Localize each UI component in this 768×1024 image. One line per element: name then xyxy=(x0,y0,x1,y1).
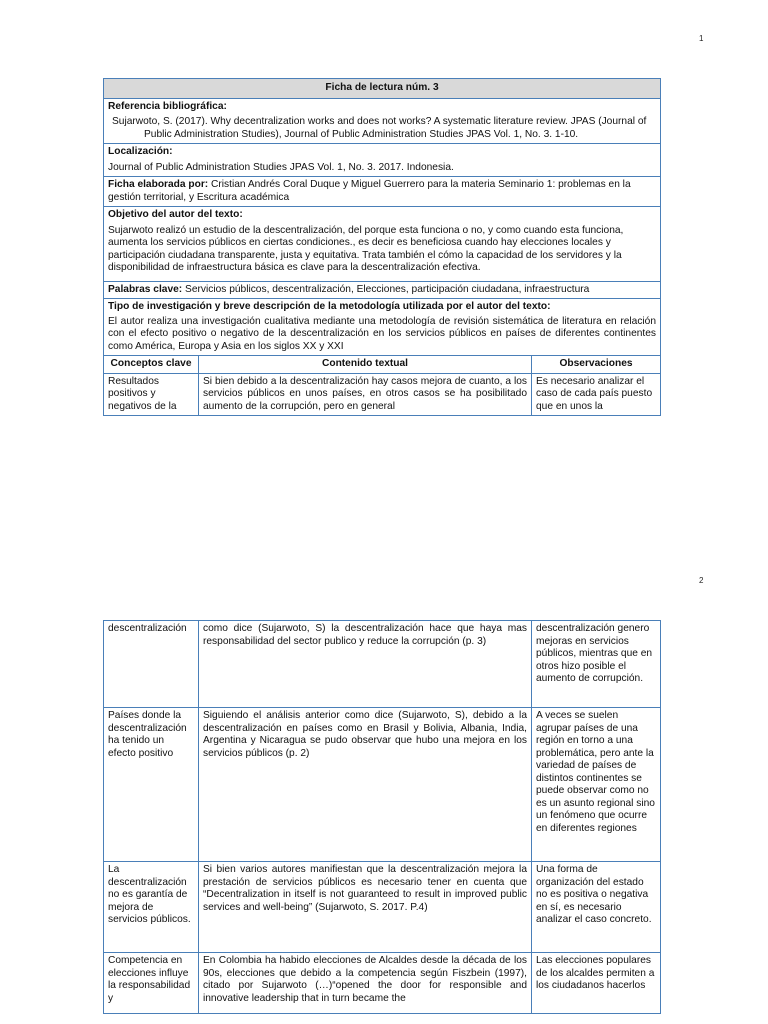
concept-cell: Resultados positivos y negativos de la xyxy=(104,373,199,415)
card-title: Ficha de lectura núm. 3 xyxy=(104,79,661,99)
method-label: Tipo de investigación y breve descripción de la metodología utilizada por el autor del texto: xyxy=(108,301,551,312)
method-text: El autor realiza una investigación cualitativa mediante una metodología de revisión sistemática de literatura en relación con el efecto positivo o negativo de la descentralización en los servicios públicos en países de diferentes continentes como América, Europa y Asia en los siglos XX y XXI xyxy=(108,315,657,352)
content-cell: como dice (Sujarwoto, S) la descentralización hace que haya mas responsabilidad del sector publico y reduce la corrupción (p. 3) xyxy=(199,621,532,708)
reference-label: Referencia bibliográfica: xyxy=(108,100,227,112)
keywords-label: Palabras clave: xyxy=(108,283,183,295)
observation-cell: descentralización genero mejoras en servicios públicos, mientras que en otros hizo posible el aumento de corrupción. xyxy=(532,621,661,708)
keywords-text: Servicios públicos, descentralización, Elecciones, participación ciudadana, infraestructura xyxy=(182,283,590,295)
header-contenido: Contenido textual xyxy=(199,356,532,374)
content-cell: Si bien debido a la descentralización hay casos mejora de cuanto, a los servicios públicos en unos países, en otros casos se ha posibilitado aumento de la corrupción, pero en general xyxy=(199,373,532,415)
objective-text: Sujarwoto realizó un estudio de la descentralización, del porque esta funciona o no, y como cuando esta funciona, aumenta los servicios públicos en ciertas condiciones., es decir es beneficiosa cuando hay elecciones locales y participación ciudadana transparente, justa y equitativa. Trata también el cómo la capacidad de los servidores y la disponibilidad de infraestructura básica es clave para la descentralización efectiva. xyxy=(108,224,624,273)
author-label: Ficha elaborada por: xyxy=(108,179,209,190)
page-number: 2 xyxy=(699,576,704,585)
header-conceptos: Conceptos clave xyxy=(104,356,199,374)
reference-text: Sujarwoto, S. (2017). Why decentralization works and does not works? A systematic literature review. JPAS (Journal of Public Administration Studies), Journal of Public Administration Studies JPAS Vol. 1, No. 3. 1-10. xyxy=(112,116,647,140)
observation-cell: Las elecciones populares de los alcaldes permiten a los ciudadanos hacerlos xyxy=(532,953,661,1014)
observation-cell: Una forma de organización del estado no es positiva o negativa en sí, es necesario analizar el caso concreto. xyxy=(532,862,661,953)
author-text: Cristian Andrés Coral Duque y Miguel Guerrero para la materia Seminario 1: problemas en la gestión territorial, y Escritura académica xyxy=(108,179,631,203)
location-text: Journal of Public Administration Studies JPAS Vol. 1, No. 3. 2017. Indonesia. xyxy=(108,161,454,173)
method-section xyxy=(104,299,661,356)
observation-cell: Es necesario analizar el caso de cada país puesto que en unos la xyxy=(532,373,661,415)
keywords-section xyxy=(104,281,661,299)
content-cell: Si bien varios autores manifiestan que la descentralización mejora la prestación de servicios públicos es necesario tener en cuenta que “Decentralization in itself is not guaranteed to result in improved public services and well-being” (Sujarwoto, S. 2017. P.4) xyxy=(199,862,532,953)
reading-card-table-continued xyxy=(103,620,661,1014)
location-label: Localización: xyxy=(108,146,173,157)
observation-cell: A veces se suelen agrupar países de una región en torno a una problemática, pero ante la variedad de países de distintos continentes se puede observar como no es un asunto regional sino un fenómeno que ocurre en diferentes regiones xyxy=(532,708,661,862)
concept-cell: La descentralización no es garantía de mejora de servicios públicos. xyxy=(104,862,199,953)
content-cell: Siguiendo el análisis anterior como dice (Sujarwoto, S), debido a la descentralización en países como en Brasil y Bolivia, Albania, India, Argentina y Nicaragua se pudo observar que hubo una mejora en los servicios públicos (p. 2) xyxy=(199,708,532,862)
concept-cell: descentralización xyxy=(104,621,199,708)
reference-section xyxy=(104,98,661,144)
concept-cell: Países donde la descentralización ha tenido un efecto positivo xyxy=(104,708,199,862)
location-section xyxy=(104,144,661,177)
page-number: 1 xyxy=(699,34,704,43)
author-section xyxy=(104,177,661,207)
objective-section xyxy=(104,207,661,282)
objective-label: Objetivo del autor del texto: xyxy=(108,209,243,220)
content-cell: En Colombia ha habido elecciones de Alcaldes desde la década de los 90s, elecciones que debido a la competencia según Fiszbein (1997), citado por Sujarwoto (…)“opened the door for responsible and innovative leadership that in turn became the xyxy=(199,953,532,1014)
concept-cell: Competencia en elecciones influye la responsabilidad y xyxy=(104,953,199,1014)
reading-card-table xyxy=(103,78,661,416)
header-observaciones: Observaciones xyxy=(532,356,661,374)
